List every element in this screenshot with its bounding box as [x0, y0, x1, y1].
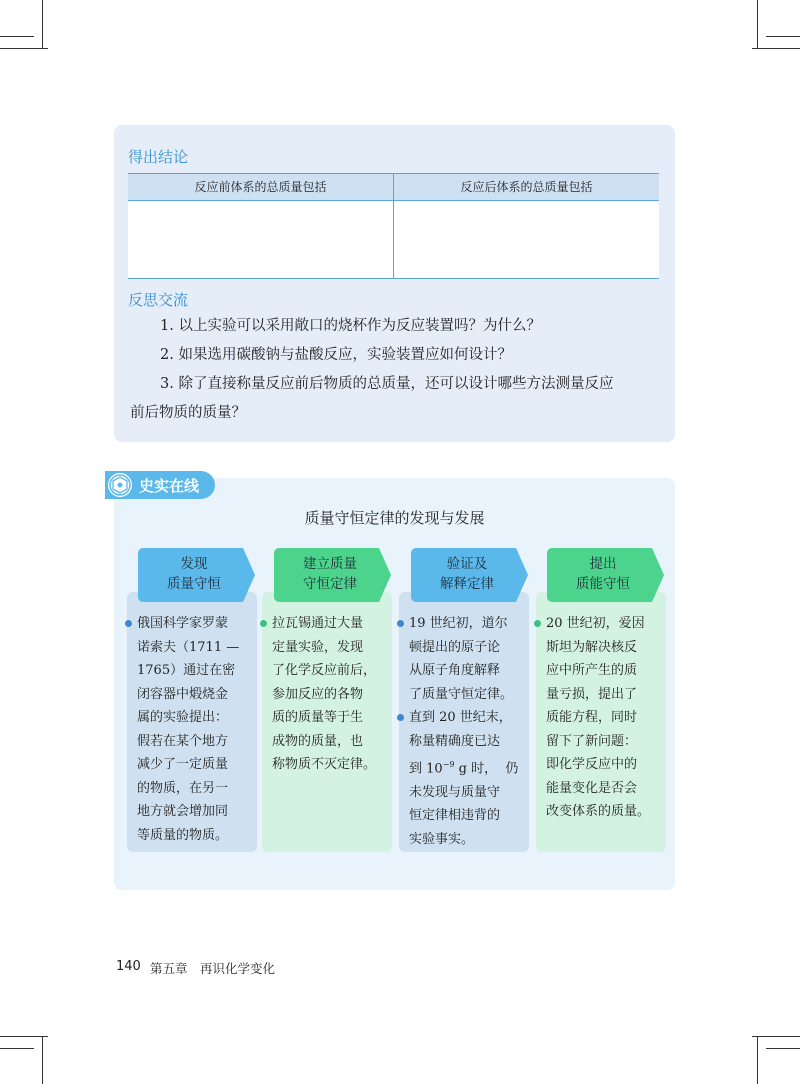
stage-label-line2: 质能守恒 [576, 576, 630, 592]
stage-label-line2: 守恒定律 [303, 576, 357, 592]
table-header-before: 反应前体系的总质量包括 [194, 180, 327, 194]
history-tag-label: 史实在线 [139, 477, 200, 495]
history-tag [105, 471, 215, 499]
stage-card-establish [262, 592, 392, 852]
bullet-dot [397, 620, 404, 627]
atom-icon [108, 473, 132, 497]
stage-badge-establish [274, 548, 389, 602]
crop-mark [42, 0, 43, 48]
stage-label-line2: 解释定律 [440, 576, 494, 592]
question-3: 3. 除了直接称量反应前后物质的总质量，还可以设计哪些方法测量反应 [160, 376, 614, 392]
stage-text: 20 世纪初，爱因 斯坦为解决核反 应中所产生的质 量亏损，提出了 质能方程，同时 留下了新问题： 即化学反应中的 能量变化是否会 改变体系的质量。 [546, 616, 651, 819]
table-header-after: 反应后体系的总质量包括 [460, 180, 593, 194]
stage-badge-verify [411, 548, 526, 602]
crop-mark [0, 36, 34, 37]
page-number: 140 [116, 959, 141, 974]
stage-label-line1: 建立质量 [303, 556, 357, 572]
question-1: 1. 以上实验可以采用敞口的烧杯作为反应装置吗？为什么？ [160, 318, 541, 334]
stage-text: 19 世纪初，道尔 顿提出的原子论 从原子角度解释 了质量守恒定律。 直到 20 世纪末， 称量精确度已达 到 $10^{-9}$ g 时， 仍 未发现与质量守 恒定律相违背的 实验事实。 [409, 612, 527, 851]
crop-mark [42, 1036, 43, 1084]
crop-mark [0, 1036, 48, 1037]
conclusion-heading: 得出结论 [128, 148, 189, 166]
stage-text: 拉瓦锡通过大量 定量实验，发现 了化学反应前后， 参加反应的各物 质的质量等于生 成物的质量，也 称物质不灭定律。 [272, 616, 377, 772]
crop-mark [757, 1036, 758, 1084]
stage-card-mass-energy [536, 592, 666, 852]
stage-text: 俄国科学家罗蒙 诺索夫（1711 — 1765）通过在密 闭容器中煅烧金 属的实验提出： 假若在某个地方 减少了一定质量 的物质，在另一 地方就会增加同 等质量的物质。 [137, 616, 240, 843]
question-3-continued: 前后物质的质量？ [130, 405, 246, 421]
bullet-dot [397, 714, 404, 721]
history-title: 质量守恒定律的发现与发展 [304, 509, 485, 527]
bullet-dot [534, 620, 541, 627]
conclusion-table [128, 173, 659, 279]
crop-mark [766, 36, 800, 37]
bullet-dot [260, 620, 267, 627]
question-2: 2. 如果选用碳酸钠与盐酸反应，实验装置应如何设计？ [160, 347, 512, 363]
stage-badge-mass-energy [547, 548, 662, 602]
crop-mark [752, 1036, 800, 1037]
stage-badge-discovery [138, 548, 253, 602]
crop-mark [766, 1048, 800, 1049]
reflection-heading: 反思交流 [128, 291, 189, 309]
crop-mark [757, 0, 758, 48]
chapter-title: 第五章 再识化学变化 [150, 961, 276, 976]
stage-label-line1: 发现 [180, 556, 208, 572]
crop-mark [0, 1048, 34, 1049]
stage-card-discovery [127, 592, 257, 852]
bullet-dot [125, 620, 132, 627]
table-divider [393, 174, 394, 278]
exponent-line: 到 $10^{-9}$ g 时， 仍 [409, 760, 519, 777]
stage-label-line1: 验证及 [446, 556, 488, 572]
stage-label-line1: 提出 [589, 556, 617, 572]
crop-mark [0, 48, 48, 49]
stage-card-verify [399, 592, 529, 852]
stage-label-line2: 质量守恒 [167, 576, 221, 592]
crop-mark [752, 48, 800, 49]
